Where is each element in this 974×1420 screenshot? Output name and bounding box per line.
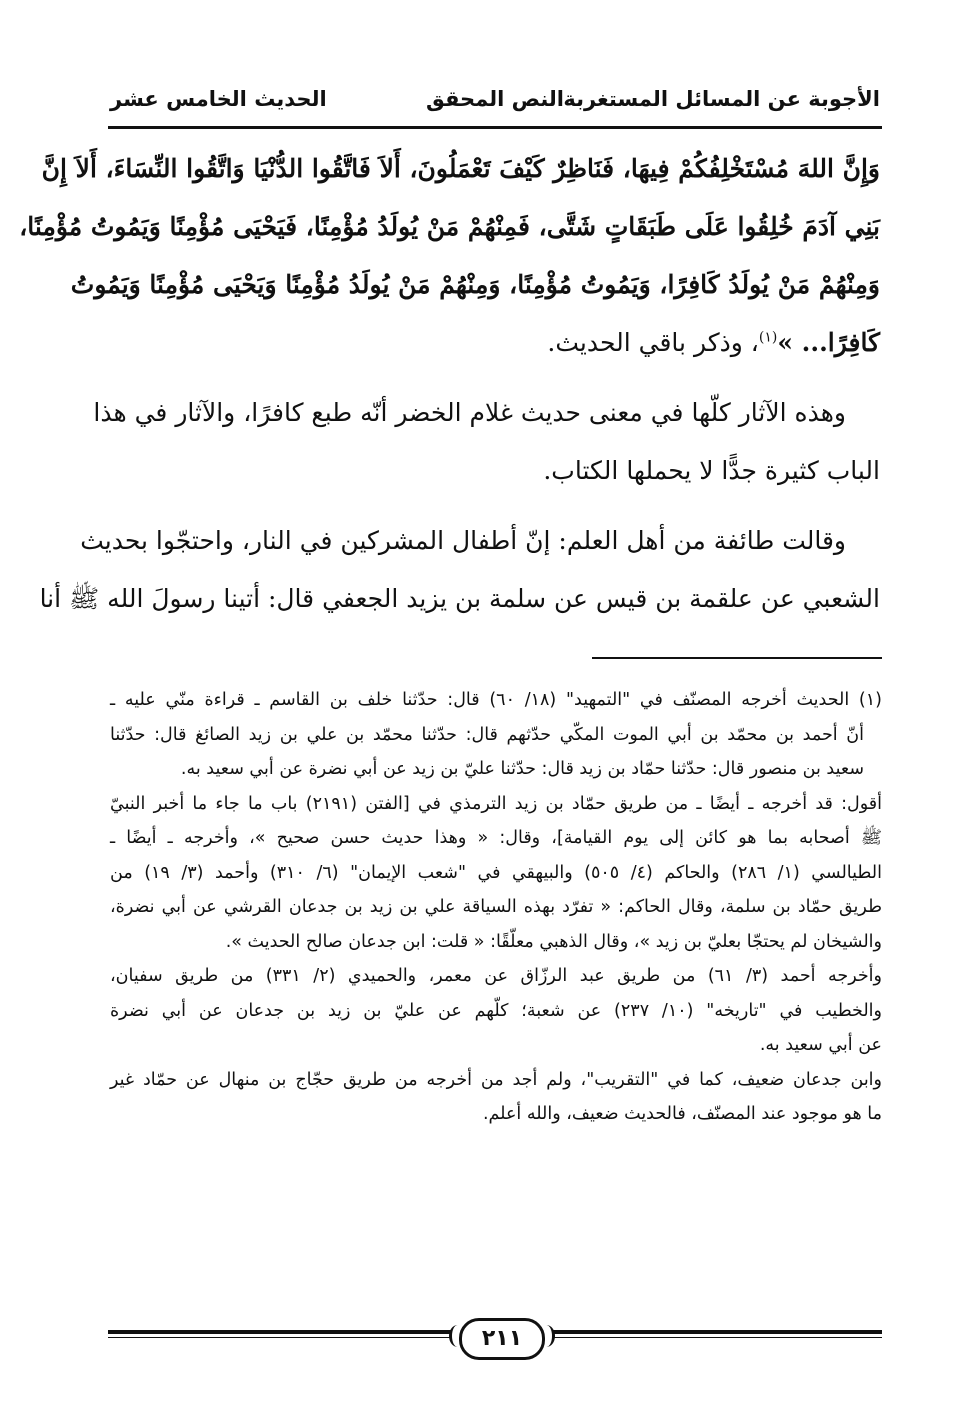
footnote-reference: (١) xyxy=(758,329,778,346)
footnote-line: طريق حمّاد بن سلمة، وقال الحاكم: « تفرّد بهذه السياقة علي بن زيد بن جدعان القرشي عن أبي نضرة، xyxy=(110,897,882,917)
header-section: النص المحقق xyxy=(426,87,564,111)
header-chapter: الحديث الخامس عشر xyxy=(110,87,327,111)
paragraph-2-line-2: الباب كثيرة جدًّا لا يحملها الكتاب. xyxy=(543,456,880,485)
paragraph-3-line-2: الشعبي عن علقمة بن قيس عن سلمة بن يزيد الجعفي قال: أتينا رسولَ الله ﷺ أنا xyxy=(39,584,880,613)
footnote-line: ﷺ أصحابه بما هو كائن إلى يوم القيامة]، وقال: « وهذا حديث حسن صحيح »، وأخرجه ـ أيضًا ـ xyxy=(110,828,882,848)
footnote-line: وأخرجه أحمد (٣/ ٦١) من طريق عبد الرزّاق عن معمر، والحميدي (٢/ ٣٣١) من طريق سفيان، xyxy=(110,966,882,986)
hadith-line-2: بَنِي آدَمَ خُلِقُوا عَلَى طَبَقَاتٍ شَتَّى، فَمِنْهُمْ مَنْ يُولَدُ مُؤْمِنًا، فَيَحْيَى مُؤْمِنًا وَيَمُوتُ مُؤْمِنًا، xyxy=(19,212,880,241)
footnote-line: والخطيب في "تاريخه" (١٠/ ٢٣٧) عن شعبة؛ كلّهم عن عليّ بن زيد بن جدعان عن أبي نضرة xyxy=(110,1000,882,1021)
paragraph-2-line-1: وهذه الآثار كلّها في معنى حديث غلام الخضر أنّه طبع كافرًا، والآثار في هذا xyxy=(93,398,846,427)
footnote-line: أنّ أحمد بن محمّد بن أبي الموت المكّي حدّثهم قال: حدّثنا محمّد بن علي بن زيد الصائغ قال: حدّثنا xyxy=(110,724,864,745)
footnote-separator xyxy=(592,657,882,659)
footnote-line: وابن جدعان ضعيف، كما في "التقريب"، ولم أجد من أخرجه من طريق حجّاج بن منهال عن حمّاد غير xyxy=(110,1069,882,1090)
hadith-line-4 xyxy=(110,314,880,372)
hadith-line-4-rest: ، وذكر باقي الحديث. xyxy=(547,328,759,357)
header-book-title: الأجوبة عن المسائل المستغربة xyxy=(563,87,880,111)
hadith-line-4-quote: كَافِرًا... » xyxy=(777,328,880,357)
header-rule xyxy=(108,126,882,129)
hadith-line-1: وَإِنَّ اللهَ مُسْتَخْلِفُكُمْ فِيهَا، فَنَاظِرٌ كَيْفَ تَعْمَلُونَ، أَلاَ فَاتَّقُوا الدُّنْيَا وَاتَّقُوا النِّسَاءَ، أَلاَ إِنَّ xyxy=(41,154,880,183)
footnote-line: (١) الحديث أخرجه المصنّف في "التمهيد" (١٨/ ٦٠) قال: حدّثنا خلف بن القاسم ـ قراءة منّي عليه ـ xyxy=(110,690,882,710)
page-number xyxy=(459,1318,545,1360)
footnote-line: ما هو موجود عند المصنّف، فالحديث ضعيف، والله أعلم. xyxy=(482,1104,882,1124)
footnote-line: أقول: قد أخرجه ـ أيضًا ـ من طريق حمّاد بن زيد الترمذي في [الفتن (٢١٩١) باب ما جاء ما أخبر النبيّ xyxy=(110,793,882,814)
footnote-line: عن أبي سعيد به. xyxy=(759,1035,882,1055)
main-text xyxy=(19,140,880,628)
running-header xyxy=(110,84,880,120)
footnotes xyxy=(110,683,882,1132)
footnote-line: سعيد بن منصور قال: حدّثنا حمّاد بن زيد قال: حدّثنا عليّ بن زيد عن أبي نضرة عن أبي سعيد به. xyxy=(180,759,864,779)
footnote-line: الطيالسي (١/ ٢٨٦) والحاكم (٤/ ٥٠٥) والبيهقي في "شعب الإيمان" (٦/ ٣١٠) وأحمد (٣/ ١٩) من xyxy=(110,862,882,883)
hadith-line-3: وَمِنْهُمْ مَنْ يُولَدُ كَافِرًا، وَيَمُوتُ مُؤْمِنًا، وَمِنْهُمْ مَنْ يُولَدُ مُؤْمِنًا وَيَحْيَى مُؤْمِنًا وَيَمُوتُ xyxy=(70,270,880,299)
footnote-line: والشيخان لم يحتجّا بعليّ بن زيد »، وقال الذهبي معلّقًا: « قلت: ابن جدعان صالح الحديث ». xyxy=(225,931,882,952)
page-number-text: ٢١١ xyxy=(481,1326,523,1351)
paragraph-3-line-1: وقالت طائفة من أهل العلم: إنّ أطفال المشركين في النار، واحتجّوا بحديث xyxy=(80,526,846,555)
